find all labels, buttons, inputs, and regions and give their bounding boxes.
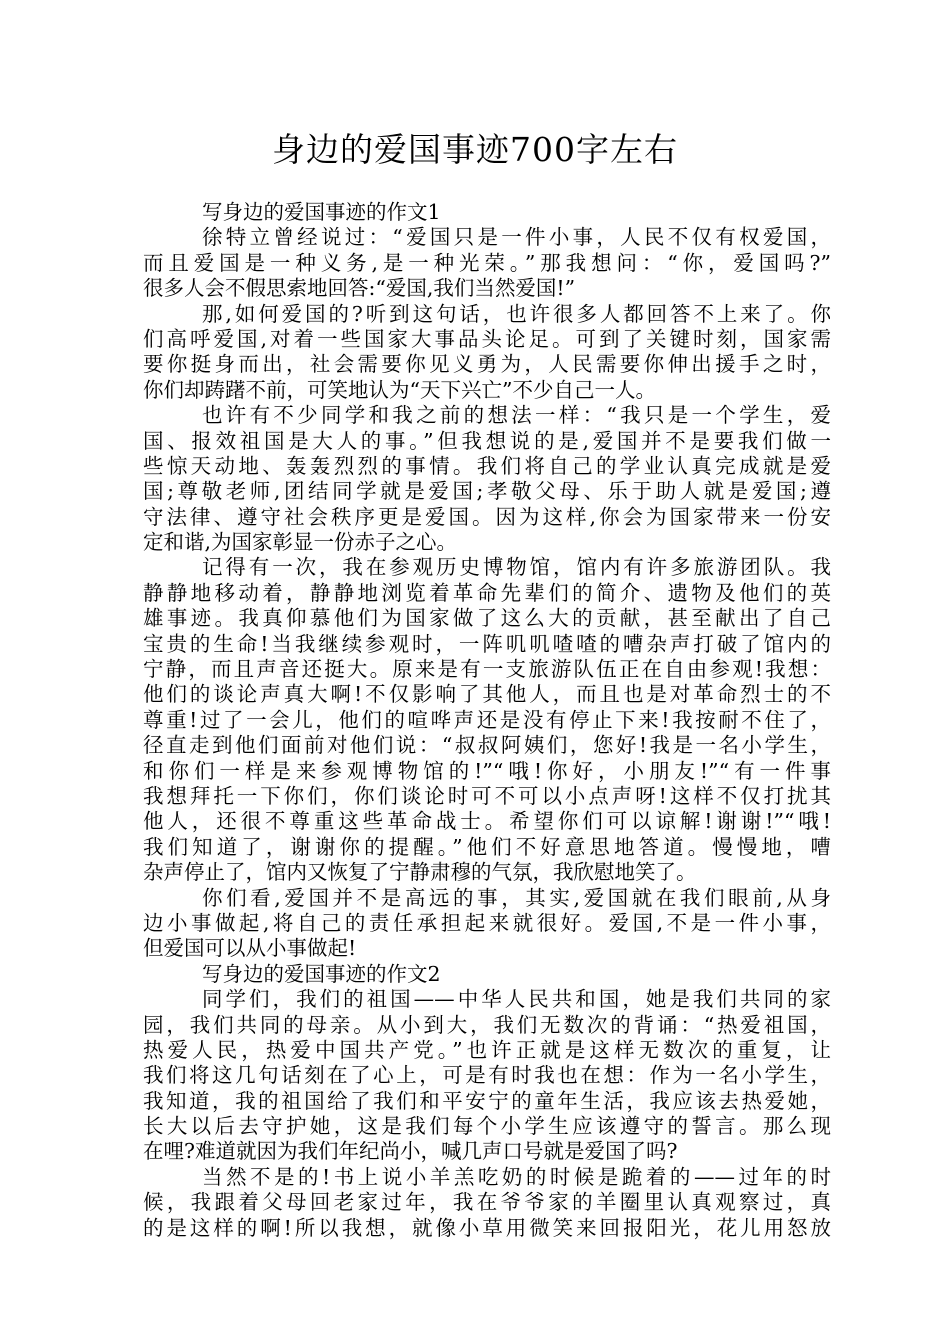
text-line: 定和谐,为国家彰显一份赤子之心。	[143, 530, 458, 555]
text-line: 当然不是的!书上说小羊羔吃奶的时候是跪着的——过年的时	[202, 1164, 831, 1189]
text-line: 静静地移动着，静静地浏览着革命先辈们的简介、遗物及他们的英	[143, 580, 831, 605]
text-line: 园，我们共同的母亲。从小到大，我们无数次的背诵：“热爱祖国，	[143, 1012, 831, 1037]
text-line: 候，我跟着父母回老家过年，我在爷爷家的羊圈里认真观察过，真	[143, 1190, 831, 1215]
text-line: 和你们一样是来参观博物馆的!”“哦!你好，小朋友!”“有一件事	[143, 758, 831, 783]
text-line: 长大以后去守护她，这是我们每个小学生应该遵守的誓言。那么现	[143, 1114, 831, 1139]
text-line: 我知道，我的祖国给了我们和平安宁的童年生活，我应该去热爱她，	[143, 1088, 831, 1113]
text-line: 他们的谈论声真大啊!不仅影响了其他人，而且也是对革命烈士的不	[143, 682, 831, 707]
text-line: 我想拜托一下你们，你们谈论时可不可以小点声呀!这样不仅打扰其	[143, 783, 831, 808]
text-line: 他人，还很不尊重这些革命战士。希望你们可以谅解!谢谢!”“哦!	[143, 809, 831, 834]
document-body	[143, 200, 831, 1241]
text-line: 很多人会不假思索地回答:“爱国,我们当然爱国!”	[143, 276, 576, 301]
text-line: 宝贵的生命!当我继续参观时，一阵叽叽喳喳的嘈杂声打破了馆内的	[143, 631, 831, 656]
essay-heading: 写身边的爱国事迹的作文1	[202, 200, 441, 224]
text-line: 那,如何爱国的?听到这句话，也许很多人都回答不上来了。你	[202, 301, 831, 326]
text-line: 边小事做起,将自己的责任承担起来就很好。爱国,不是一件小事，	[143, 910, 831, 935]
text-line: 你们看,爱国并不是高远的事，其实,爱国就在我们眼前,从身	[202, 885, 831, 910]
text-line: 但爱国可以从小事做起!	[143, 936, 357, 961]
text-line: 也许有不少同学和我之前的想法一样：“我只是一个学生，爱	[202, 403, 831, 428]
document-title: 身边的爱国事迹700字左右	[272, 130, 678, 169]
text-line: 我们知道了，谢谢你的提醒。”他们不好意思地答道。慢慢地，嘈	[143, 834, 831, 859]
text-line: 你们却踌躇不前，可笑地认为“天下兴亡”不少自己一人。	[143, 377, 656, 402]
text-line: 而且爱国是一种义务,是一种光荣。”那我想问：“你，爱国吗?”	[143, 250, 831, 275]
essay-heading: 写身边的爱国事迹的作文2	[202, 961, 441, 986]
text-line: 要你挺身而出，社会需要你见义勇为，人民需要你伸出援手之时，	[143, 352, 831, 377]
text-line: 尊重!过了一会儿，他们的喧哗声还是没有停止下来!我按耐不住了，	[143, 707, 831, 732]
text-line: 同学们，我们的祖国——中华人民共和国，她是我们共同的家	[202, 987, 831, 1012]
text-line: 杂声停止了，馆内又恢复了宁静肃穆的气氛，我欣慰地笑了。	[143, 860, 697, 885]
text-line: 国;尊敬老师,团结同学就是爱国;孝敬父母、乐于助人就是爱国;遵	[143, 479, 831, 504]
text-line: 守法律、遵守社会秩序更是爱国。因为这样,你会为国家带来一份安	[143, 504, 831, 529]
text-line: 记得有一次，我在参观历史博物馆，馆内有许多旅游团队。我	[202, 555, 831, 580]
text-line: 国、报效祖国是大人的事。”但我想说的是,爱国并不是要我们做一	[143, 428, 831, 453]
text-line: 宁静，而且声音还挺大。原来是有一支旅游队伍正在自由参观!我想：	[143, 657, 831, 682]
text-line: 我们将这几句话刻在了心上，可是有时我也在想：作为一名小学生，	[143, 1063, 831, 1088]
text-line: 徐特立曾经说过：“爱国只是一件小事，人民不仅有权爱国，	[202, 225, 831, 250]
text-line: 在哩?难道就因为我们年纪尚小，喊几声口号就是爱国了吗?	[143, 1139, 678, 1164]
text-line: 径直走到他们面前对他们说：“叔叔阿姨们，您好!我是一名小学生，	[143, 733, 831, 758]
text-line: 雄事迹。我真仰慕他们为国家做了这么大的贡献，甚至献出了自己	[143, 606, 831, 631]
text-line: 的是这样的啊!所以我想，就像小草用微笑来回报阳光，花儿用怒放	[143, 1215, 831, 1240]
text-line: 热爱人民，热爱中国共产党。”也许正就是这样无数次的重复，让	[143, 1037, 831, 1062]
text-line: 们高呼爱国,对着一些国家大事品头论足。可到了关键时刻，国家需	[143, 326, 831, 351]
text-line: 些惊天动地、轰轰烈烈的事情。我们将自己的学业认真完成就是爱	[143, 453, 831, 478]
